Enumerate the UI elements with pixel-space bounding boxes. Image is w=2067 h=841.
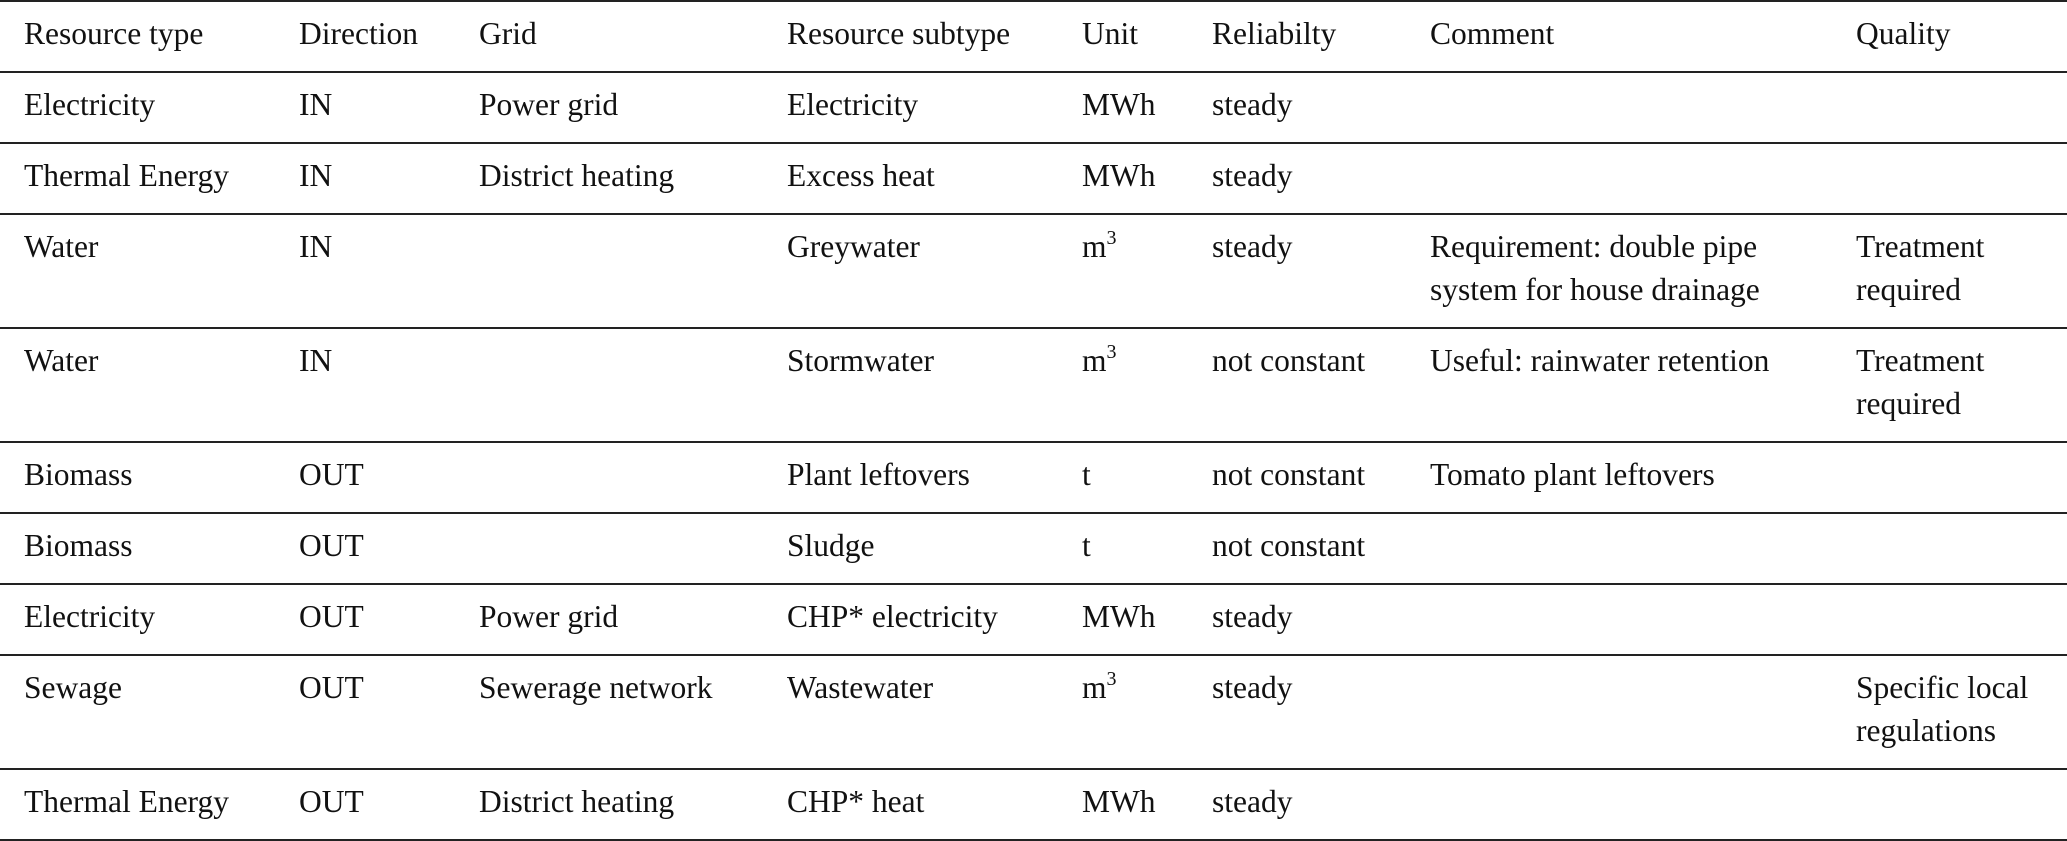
- header-resource-subtype: Resource subtype: [763, 1, 1058, 72]
- unit-superscript: 3: [1106, 226, 1117, 249]
- cell-unit: [1058, 655, 1188, 769]
- cell-resource-type: Water: [0, 328, 275, 442]
- cell-unit: [1058, 769, 1188, 840]
- unit-base: m: [1082, 229, 1107, 264]
- cell-resource-subtype: Greywater: [763, 214, 1058, 328]
- cell-quality: [1832, 769, 2067, 840]
- cell-direction: OUT: [275, 584, 455, 655]
- cell-resource-type: Sewage: [0, 655, 275, 769]
- cell-unit: [1058, 143, 1188, 214]
- cell-resource-subtype: Sludge: [763, 513, 1058, 584]
- cell-comment: Tomato plant leftovers: [1406, 442, 1832, 513]
- cell-unit: [1058, 442, 1188, 513]
- table-row: [0, 584, 2067, 655]
- table-row: [0, 769, 2067, 840]
- unit-superscript: 3: [1106, 340, 1117, 363]
- cell-resource-subtype: Excess heat: [763, 143, 1058, 214]
- cell-resource-type: Thermal Energy: [0, 769, 275, 840]
- cell-direction: OUT: [275, 513, 455, 584]
- cell-reliability: not constant: [1188, 328, 1406, 442]
- header-unit: Unit: [1058, 1, 1188, 72]
- cell-grid: Sewerage network: [455, 655, 763, 769]
- cell-grid: [455, 513, 763, 584]
- cell-quality: [1832, 584, 2067, 655]
- cell-reliability: steady: [1188, 72, 1406, 143]
- cell-quality: [1832, 143, 2067, 214]
- cell-reliability: steady: [1188, 655, 1406, 769]
- header-grid: Grid: [455, 1, 763, 72]
- cell-direction: IN: [275, 328, 455, 442]
- unit-base: m: [1082, 670, 1107, 705]
- cell-resource-subtype: CHP* heat: [763, 769, 1058, 840]
- cell-grid: [455, 442, 763, 513]
- cell-direction: IN: [275, 72, 455, 143]
- table-row: [0, 328, 2067, 442]
- unit-base: t: [1082, 457, 1091, 492]
- table-row: [0, 72, 2067, 143]
- cell-reliability: not constant: [1188, 442, 1406, 513]
- cell-resource-type: Electricity: [0, 584, 275, 655]
- header-comment: Comment: [1406, 1, 1832, 72]
- cell-quality: [1832, 442, 2067, 513]
- cell-comment: Useful: rainwater retention: [1406, 328, 1832, 442]
- unit-base: MWh: [1082, 158, 1156, 193]
- cell-resource-type: Water: [0, 214, 275, 328]
- cell-direction: OUT: [275, 769, 455, 840]
- unit-base: MWh: [1082, 784, 1156, 819]
- cell-unit: [1058, 214, 1188, 328]
- unit-base: MWh: [1082, 599, 1156, 634]
- cell-resource-subtype: Plant leftovers: [763, 442, 1058, 513]
- cell-resource-subtype: Stormwater: [763, 328, 1058, 442]
- cell-reliability: steady: [1188, 769, 1406, 840]
- header-row: [0, 1, 2067, 72]
- table-row: [0, 442, 2067, 513]
- cell-reliability: steady: [1188, 214, 1406, 328]
- cell-comment: [1406, 513, 1832, 584]
- cell-resource-type: Biomass: [0, 513, 275, 584]
- header-resource-type: Resource type: [0, 1, 275, 72]
- cell-comment: [1406, 769, 1832, 840]
- cell-grid: District heating: [455, 769, 763, 840]
- cell-reliability: not constant: [1188, 513, 1406, 584]
- cell-quality: Treatment required: [1832, 214, 2067, 328]
- cell-resource-subtype: Electricity: [763, 72, 1058, 143]
- cell-quality: [1832, 513, 2067, 584]
- cell-direction: OUT: [275, 442, 455, 513]
- unit-base: t: [1082, 528, 1091, 563]
- cell-resource-type: Electricity: [0, 72, 275, 143]
- cell-unit: [1058, 584, 1188, 655]
- cell-grid: District heating: [455, 143, 763, 214]
- cell-resource-type: Biomass: [0, 442, 275, 513]
- table-header: [0, 1, 2067, 72]
- unit-base: MWh: [1082, 87, 1156, 122]
- cell-resource-subtype: Wastewater: [763, 655, 1058, 769]
- cell-comment: Requirement: double pipe system for house drainage: [1406, 214, 1832, 328]
- header-direction: Direction: [275, 1, 455, 72]
- cell-grid: Power grid: [455, 584, 763, 655]
- cell-direction: OUT: [275, 655, 455, 769]
- table-body: [0, 72, 2067, 840]
- cell-reliability: steady: [1188, 584, 1406, 655]
- cell-unit: [1058, 513, 1188, 584]
- cell-comment: [1406, 72, 1832, 143]
- cell-reliability: steady: [1188, 143, 1406, 214]
- table-row: [0, 143, 2067, 214]
- cell-grid: Power grid: [455, 72, 763, 143]
- cell-comment: [1406, 584, 1832, 655]
- cell-quality: [1832, 72, 2067, 143]
- cell-grid: [455, 328, 763, 442]
- unit-superscript: 3: [1106, 667, 1117, 690]
- cell-quality: Treatment required: [1832, 328, 2067, 442]
- cell-comment: [1406, 655, 1832, 769]
- cell-direction: IN: [275, 214, 455, 328]
- cell-unit: [1058, 72, 1188, 143]
- header-reliability: Reliabilty: [1188, 1, 1406, 72]
- cell-comment: [1406, 143, 1832, 214]
- cell-direction: IN: [275, 143, 455, 214]
- cell-quality: Specific local regulations: [1832, 655, 2067, 769]
- unit-base: m: [1082, 343, 1107, 378]
- header-quality: Quality: [1832, 1, 2067, 72]
- table-row: [0, 513, 2067, 584]
- table-row: [0, 655, 2067, 769]
- cell-grid: [455, 214, 763, 328]
- cell-resource-type: Thermal Energy: [0, 143, 275, 214]
- cell-unit: [1058, 328, 1188, 442]
- table-row: [0, 214, 2067, 328]
- cell-resource-subtype: CHP* electricity: [763, 584, 1058, 655]
